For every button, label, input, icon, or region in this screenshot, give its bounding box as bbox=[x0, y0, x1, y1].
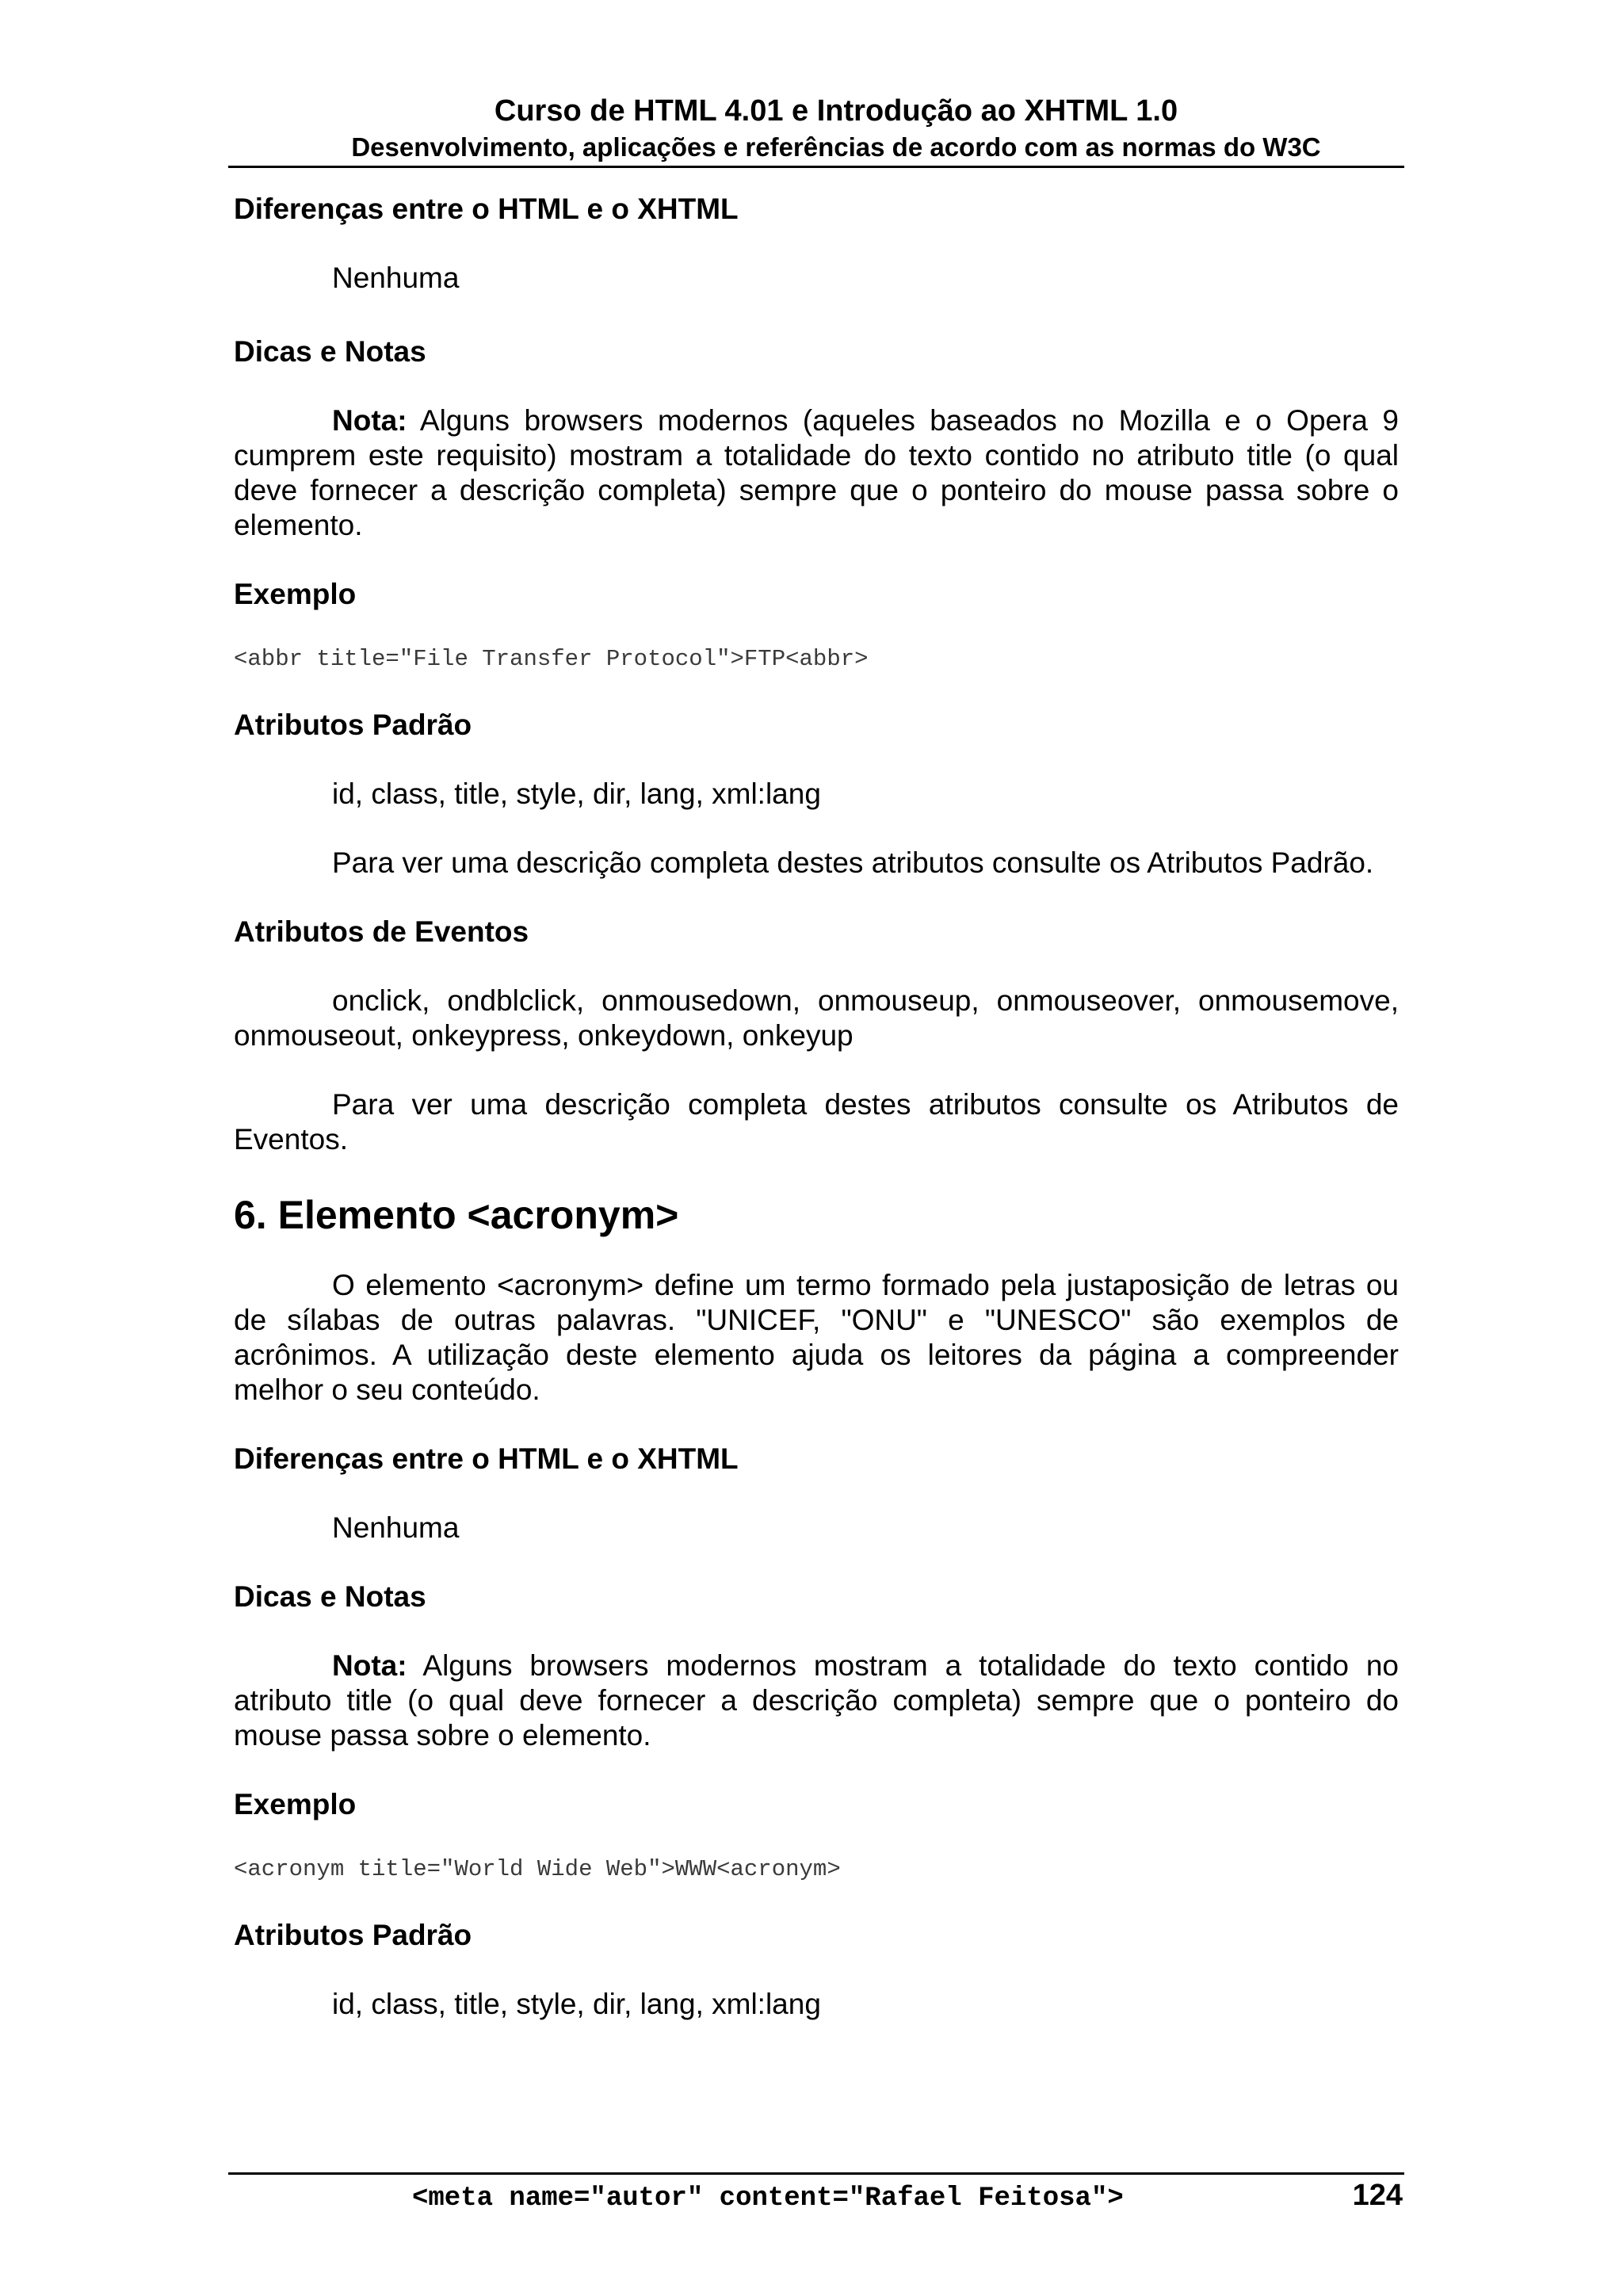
code-example-acronym: <acronym title="World Wide Web">WWW<acronym> bbox=[234, 1856, 841, 1882]
footer-author-meta: <meta name="autor" content="Rafael Feitosa"> bbox=[412, 2183, 1124, 2214]
element-heading-acronym: 6. Elemento <acronym> bbox=[234, 1193, 679, 1237]
section-heading-differences-2: Diferenças entre o HTML e o XHTML bbox=[234, 1442, 739, 1475]
note-label-2: Nota: bbox=[332, 1649, 407, 1682]
note-label: Nota: bbox=[332, 404, 407, 437]
differences-text-2: Nenhuma bbox=[332, 1511, 460, 1544]
section-heading-tips: Dicas e Notas bbox=[234, 335, 426, 368]
section-heading-example: Exemplo bbox=[234, 578, 357, 610]
note-text: Alguns browsers modernos (aqueles baseados no Mozilla e o Opera 9 cumprem este requisito) mostram a totalidade do texto contido no atributo title (o qual deve fornecer a descrição completa) sempre que o ponteiro do mouse passa sobre o elemento. bbox=[234, 404, 1399, 541]
page-body bbox=[234, 192, 1399, 2022]
note-text-2: Alguns browsers modernos mostram a totalidade do texto contido no atributo title (o qual deve fornecer a descrição completa) sempre que o ponteiro do mouse passa sobre o elemento. bbox=[234, 1649, 1399, 1752]
section-heading-standard-attributes: Atributos Padrão bbox=[234, 709, 472, 741]
code-example-abbr: <abbr title="File Transfer Protocol">FTP<abbr> bbox=[234, 646, 869, 672]
section-heading-tips-2: Dicas e Notas bbox=[234, 1580, 426, 1613]
tips-note-paragraph bbox=[234, 403, 1399, 543]
document-subtitle: Desenvolvimento, aplicações e referências de acordo com as normas do W3C bbox=[351, 132, 1321, 162]
section-heading-differences: Diferenças entre o HTML e o XHTML bbox=[234, 193, 739, 225]
acronym-intro-paragraph: O elemento <acronym> define um termo formado pela justaposição de letras ou de sílabas de outras palavras. "UNICEF, "ONU" e "UNESCO" são exemplos de acrônimos. A utilização deste elemento ajuda os leitores da página a compreender melhor o seu conteúdo. bbox=[234, 1269, 1399, 1406]
section-heading-event-attributes: Atributos de Eventos bbox=[234, 915, 529, 948]
document-title: Curso de HTML 4.01 e Introdução ao XHTML 1.0 bbox=[494, 94, 1178, 128]
section-heading-standard-attributes-2: Atributos Padrão bbox=[234, 1919, 472, 1951]
event-attributes-list: onclick, ondblclick, onmousedown, onmouseup, onmouseover, onmousemove, onmouseout, onkeypress, onkeydown, onkeyup bbox=[234, 984, 1399, 1052]
tips-note-paragraph-2 bbox=[234, 1648, 1399, 1753]
differences-text: Nenhuma bbox=[332, 262, 460, 294]
page-number: 124 bbox=[1352, 2179, 1403, 2212]
event-attributes-description: Para ver uma descrição completa destes atributos consulte os Atributos de Eventos. bbox=[234, 1088, 1399, 1156]
standard-attributes-description: Para ver uma descrição completa destes atributos consulte os Atributos Padrão. bbox=[332, 846, 1374, 879]
header-divider bbox=[228, 166, 1404, 168]
footer-divider bbox=[228, 2172, 1404, 2175]
section-heading-example-2: Exemplo bbox=[234, 1788, 357, 1820]
standard-attributes-list-2: id, class, title, style, dir, lang, xml:lang bbox=[332, 1988, 821, 2020]
standard-attributes-list: id, class, title, style, dir, lang, xml:lang bbox=[332, 777, 821, 810]
